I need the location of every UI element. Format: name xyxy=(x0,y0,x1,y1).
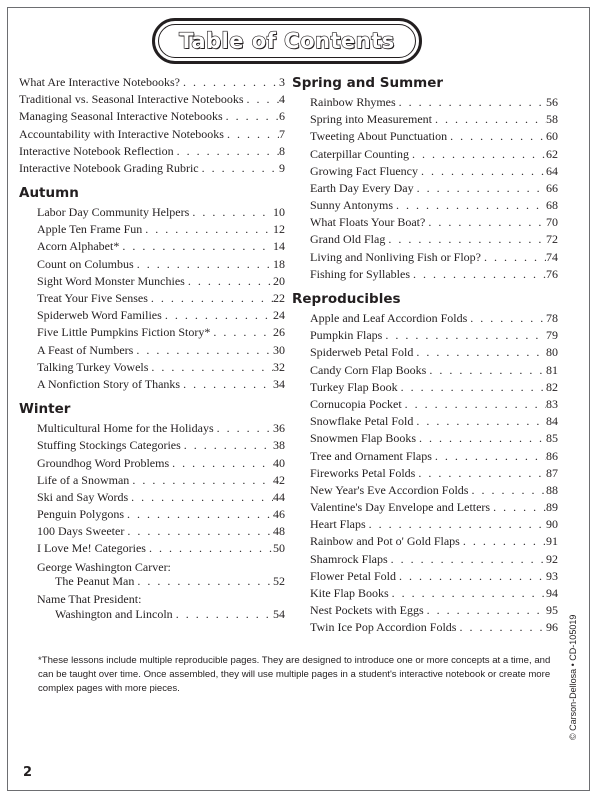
toc-entry-page: 3 xyxy=(279,74,285,89)
toc-entry xyxy=(292,534,558,551)
dot-leader xyxy=(134,256,273,273)
dot-leader xyxy=(389,585,546,602)
toc-entry-title: Growing Fact Fluency xyxy=(310,163,418,178)
toc-entry-page: 48 xyxy=(273,524,285,539)
toc-entry xyxy=(292,232,558,249)
toc-entry xyxy=(19,160,285,177)
toc-entry-title: Grand Old Flag xyxy=(310,232,386,247)
toc-entry-title: Flower Petal Fold xyxy=(310,568,396,583)
toc-entry-page: 80 xyxy=(546,345,558,360)
dot-leader xyxy=(418,163,546,180)
dot-leader xyxy=(124,506,273,523)
dot-leader xyxy=(134,574,273,589)
toc-entry-title: A Nonfiction Story of Thanks xyxy=(37,376,181,391)
dot-leader xyxy=(426,362,546,379)
toc-entry xyxy=(292,448,558,465)
toc-entry-title: Spiderweb Word Families xyxy=(37,308,162,323)
dot-leader xyxy=(415,465,546,482)
title-badge-inner xyxy=(158,24,416,58)
toc-entry-page: 58 xyxy=(546,112,558,127)
toc-entry xyxy=(19,541,285,558)
toc-entry-title: Apple Ten Frame Fun xyxy=(37,222,143,237)
toc-entry-title: 100 Days Sweeter xyxy=(37,524,125,539)
toc-entry xyxy=(292,379,558,396)
dot-leader xyxy=(124,523,273,540)
toc-entry-page: 18 xyxy=(273,256,285,271)
toc-entry-page: 46 xyxy=(273,507,285,522)
toc-entry-page: 94 xyxy=(546,586,558,601)
toc-entry-title-line1: Name That President: xyxy=(37,592,142,607)
dot-leader xyxy=(385,232,546,249)
toc-entry-title-line1: George Washington Carver: xyxy=(37,559,171,574)
toc-entry xyxy=(292,111,558,128)
dot-leader xyxy=(173,607,273,622)
toc-entry-title: Snowmen Flap Books xyxy=(310,431,417,446)
toc-entry-page: 76 xyxy=(546,266,558,281)
dot-leader xyxy=(413,413,546,430)
toc-entry xyxy=(37,574,285,589)
toc-entry-page: 20 xyxy=(273,273,285,288)
toc-entry-page: 70 xyxy=(546,215,558,230)
toc-entry xyxy=(19,489,285,506)
dot-leader xyxy=(481,249,546,266)
toc-entry-page: 4 xyxy=(279,92,285,107)
toc-entry-page: 38 xyxy=(273,438,285,453)
toc-entry-title: Accountability with Interactive Notebooks xyxy=(19,126,224,141)
toc-entry-page: 8 xyxy=(279,143,285,158)
section-heading-spring-summer: Spring and Summer xyxy=(292,75,444,91)
dot-leader xyxy=(467,310,546,327)
toc-entry-page: 56 xyxy=(546,94,558,109)
reproducibles-entry-list xyxy=(292,310,558,637)
toc-entry-page: 68 xyxy=(546,198,558,213)
toc-entry-page: 87 xyxy=(546,465,558,480)
toc-entry-page: 82 xyxy=(546,379,558,394)
toc-entry xyxy=(292,516,558,533)
toc-entry xyxy=(292,413,558,430)
toc-entry-page: 64 xyxy=(546,163,558,178)
toc-entry xyxy=(292,362,558,379)
toc-entry xyxy=(19,273,285,290)
dot-leader xyxy=(388,551,546,568)
toc-entry-title: New Year's Eve Accordion Folds xyxy=(310,482,469,497)
page-title: Table of Contents xyxy=(179,29,395,53)
toc-entry xyxy=(292,146,558,163)
toc-entry-title: Interactive Notebook Reflection xyxy=(19,143,174,158)
toc-entry-page: 36 xyxy=(273,421,285,436)
toc-entry-page: 91 xyxy=(546,534,558,549)
toc-entry-title: Interactive Notebook Grading Rubric xyxy=(19,160,199,175)
dot-leader xyxy=(169,455,273,472)
toc-entry xyxy=(292,465,558,482)
dot-leader xyxy=(447,128,546,145)
toc-entry-title: Rainbow and Pot o' Gold Flaps xyxy=(310,534,460,549)
toc-entry-page: 88 xyxy=(546,482,558,497)
toc-entry-page: 14 xyxy=(273,239,285,254)
toc-entry-title-line2: The Peanut Man xyxy=(55,574,135,589)
toc-entry-title: Acorn Alphabet* xyxy=(37,239,120,254)
toc-entry xyxy=(292,499,558,516)
toc-entry xyxy=(19,420,285,437)
dot-leader xyxy=(223,108,279,125)
dot-leader xyxy=(432,448,546,465)
toc-entry-title: Sight Word Monster Munchies xyxy=(37,273,185,288)
dot-leader xyxy=(180,74,279,91)
toc-entry-page: 6 xyxy=(279,109,285,124)
toc-entry xyxy=(19,437,285,454)
toc-entry-page: 40 xyxy=(273,455,285,470)
toc-entry-title: A Feast of Numbers xyxy=(37,342,134,357)
toc-entry xyxy=(292,197,558,214)
copyright-notice: © Carson-Dellosa • CD-105019 xyxy=(568,614,578,740)
toc-entry xyxy=(19,523,285,540)
toc-entry-title: Spiderweb Petal Fold xyxy=(310,345,414,360)
dot-leader xyxy=(425,214,546,231)
dot-leader xyxy=(199,160,279,177)
toc-entry-title: Sunny Antonyms xyxy=(310,198,394,213)
dot-leader xyxy=(119,239,273,256)
toc-entry-page: 85 xyxy=(546,431,558,446)
toc-entry-title: Apple and Leaf Accordion Folds xyxy=(310,311,468,326)
autumn-entry-list xyxy=(19,204,285,393)
toc-entry-page: 81 xyxy=(546,362,558,377)
toc-multiline-entry xyxy=(19,592,285,622)
dot-leader xyxy=(409,146,546,163)
toc-entry xyxy=(292,344,558,361)
section-heading-reproducibles: Reproducibles xyxy=(292,291,401,308)
toc-entry-page: 24 xyxy=(273,308,285,323)
toc-entry-page: 42 xyxy=(273,472,285,487)
toc-left-column xyxy=(19,74,285,625)
toc-entry xyxy=(19,455,285,472)
toc-entry-title: What Floats Your Boat? xyxy=(310,215,426,230)
toc-entry-page: 7 xyxy=(279,126,285,141)
winter-multiline-entry-list xyxy=(19,560,285,622)
dot-leader xyxy=(414,180,546,197)
toc-entry-title: Pumpkin Flaps xyxy=(310,328,383,343)
dot-leader xyxy=(393,197,546,214)
toc-entry-page: 9 xyxy=(279,160,285,175)
toc-entry-title: Multicultural Home for the Holidays xyxy=(37,421,214,436)
dot-leader xyxy=(146,541,273,558)
toc-entry-title: Stuffing Stockings Categories xyxy=(37,438,181,453)
toc-entry-page: 96 xyxy=(546,620,558,635)
dot-leader xyxy=(180,376,273,393)
spring-entry-list xyxy=(292,94,558,283)
toc-entry-title: Five Little Pumpkins Fiction Story* xyxy=(37,325,211,340)
toc-entry-page: 44 xyxy=(273,489,285,504)
toc-entry-title: Shamrock Flaps xyxy=(310,551,388,566)
toc-entry-title: Caterpillar Counting xyxy=(310,146,409,161)
dot-leader xyxy=(366,516,546,533)
toc-entry-page: 95 xyxy=(546,603,558,618)
dot-leader xyxy=(185,273,273,290)
dot-leader xyxy=(398,379,546,396)
dot-leader xyxy=(490,499,546,516)
toc-entry xyxy=(292,163,558,180)
dot-leader xyxy=(174,143,279,160)
dot-leader xyxy=(129,472,273,489)
toc-entry-title: Nest Pockets with Eggs xyxy=(310,603,424,618)
toc-entry-title: Snowflake Petal Fold xyxy=(310,414,414,429)
toc-entry-title: Life of a Snowman xyxy=(37,472,130,487)
toc-entry xyxy=(292,327,558,344)
dot-leader xyxy=(424,602,546,619)
toc-entry xyxy=(19,506,285,523)
toc-entry-title-line2: Washington and Lincoln xyxy=(55,606,173,621)
section-heading-winter: Winter xyxy=(19,401,71,418)
toc-right-column xyxy=(292,74,558,637)
dot-leader xyxy=(396,94,546,111)
dot-leader xyxy=(142,221,273,238)
toc-entry-title: Fishing for Syllables xyxy=(310,266,411,281)
toc-entry-title: I Love Me! Categories xyxy=(37,541,146,556)
toc-entry xyxy=(19,472,285,489)
toc-entry xyxy=(292,585,558,602)
toc-entry-title: Earth Day Every Day xyxy=(310,180,414,195)
toc-entry-title: Twin Ice Pop Accordion Folds xyxy=(310,620,457,635)
toc-entry-page: 84 xyxy=(546,414,558,429)
dot-leader xyxy=(210,324,273,341)
toc-entry-title: Ski and Say Words xyxy=(37,489,129,504)
toc-entry xyxy=(37,607,285,622)
toc-entry-page: 72 xyxy=(546,232,558,247)
dot-leader xyxy=(128,489,273,506)
toc-entry-title: Turkey Flap Book xyxy=(310,379,398,394)
toc-entry-page: 83 xyxy=(546,396,558,411)
toc-entry-title: What Are Interactive Notebooks? xyxy=(19,74,180,89)
intro-entry-list xyxy=(19,74,285,177)
toc-entry-title: Managing Seasonal Interactive Notebooks xyxy=(19,109,223,124)
dot-leader xyxy=(224,126,279,143)
toc-entry-title: Heart Flaps xyxy=(310,517,366,532)
toc-entry xyxy=(19,221,285,238)
toc-entry-page: 60 xyxy=(546,129,558,144)
toc-entry-title: Tree and Ornament Flaps xyxy=(310,448,432,463)
toc-entry xyxy=(19,204,285,221)
toc-entry-page: 50 xyxy=(273,541,285,556)
toc-entry-page: 66 xyxy=(546,180,558,195)
toc-entry-title: Spring into Measurement xyxy=(310,112,432,127)
toc-entry-title: Fireworks Petal Folds xyxy=(310,465,416,480)
toc-entry xyxy=(19,359,285,376)
toc-entry xyxy=(292,180,558,197)
toc-entry-page: 32 xyxy=(273,359,285,374)
section-heading-autumn: Autumn xyxy=(19,185,79,202)
toc-entry xyxy=(19,342,285,359)
toc-entry xyxy=(19,376,285,393)
toc-entry-page: 10 xyxy=(273,205,285,220)
toc-entry-page: 89 xyxy=(546,500,558,515)
toc-entry-title: Count on Columbus xyxy=(37,256,134,271)
toc-entry xyxy=(19,108,285,125)
winter-entry-list xyxy=(19,420,285,558)
page-number: 2 xyxy=(23,765,33,780)
toc-entry-title: Treat Your Five Senses xyxy=(37,291,148,306)
toc-entry-title: Living and Nonliving Fish or Flop? xyxy=(310,249,481,264)
title-badge xyxy=(152,18,422,64)
dot-leader xyxy=(402,396,546,413)
toc-entry-title: Rainbow Rhymes xyxy=(310,94,396,109)
toc-multiline-entry xyxy=(19,560,285,590)
toc-entry xyxy=(19,126,285,143)
dot-leader xyxy=(410,266,546,283)
dot-leader xyxy=(162,307,273,324)
toc-entry xyxy=(292,619,558,636)
dot-leader xyxy=(148,359,273,376)
toc-entry-page: 12 xyxy=(273,222,285,237)
dot-leader xyxy=(382,327,546,344)
toc-entry-page: 79 xyxy=(546,328,558,343)
toc-entry-page: 74 xyxy=(546,249,558,264)
dot-leader xyxy=(413,344,546,361)
toc-entry xyxy=(292,310,558,327)
toc-entry-page: 30 xyxy=(273,342,285,357)
toc-entry xyxy=(19,324,285,341)
toc-entry xyxy=(19,91,285,108)
toc-entry-title: Penguin Polygons xyxy=(37,507,125,522)
toc-entry-title: Candy Corn Flap Books xyxy=(310,362,427,377)
toc-entry-page: 26 xyxy=(273,325,285,340)
toc-entry-page: 62 xyxy=(546,146,558,161)
toc-entry xyxy=(19,307,285,324)
toc-entry xyxy=(292,482,558,499)
dot-leader xyxy=(416,430,546,447)
dot-leader xyxy=(456,619,546,636)
toc-entry-title: Kite Flap Books xyxy=(310,586,389,601)
dot-leader xyxy=(189,204,273,221)
toc-entry xyxy=(292,568,558,585)
toc-entry-title: Labor Day Community Helpers xyxy=(37,205,190,220)
toc-entry xyxy=(19,74,285,91)
dot-leader xyxy=(214,420,273,437)
dot-leader xyxy=(432,111,546,128)
toc-entry xyxy=(292,396,558,413)
toc-entry xyxy=(19,256,285,273)
dot-leader xyxy=(244,91,279,108)
dot-leader xyxy=(396,568,546,585)
dot-leader xyxy=(468,482,546,499)
toc-entry-page: 78 xyxy=(546,311,558,326)
toc-entry-page: 34 xyxy=(273,376,285,391)
dot-leader xyxy=(181,437,273,454)
footnote: *These lessons include multiple reproducible pages. They are designed to introduce one or more concepts at a time, and can be taught over time. Once assembled, they will use multiple pages in a student's interactive notebook or create more complex pages with more pieces. xyxy=(38,655,551,694)
toc-entry xyxy=(19,143,285,160)
toc-entry xyxy=(292,430,558,447)
toc-entry-page: 86 xyxy=(546,448,558,463)
toc-entry xyxy=(292,266,558,283)
toc-entry-title: Tweeting About Punctuation xyxy=(310,129,448,144)
toc-entry xyxy=(292,551,558,568)
toc-entry-page: 52 xyxy=(273,574,285,589)
toc-entry-title: Valentine's Day Envelope and Letters xyxy=(310,500,491,515)
dot-leader xyxy=(148,290,273,307)
toc-entry-page: 54 xyxy=(273,606,285,621)
toc-entry-title: Groundhog Word Problems xyxy=(37,455,170,470)
toc-entry-page: 92 xyxy=(546,551,558,566)
toc-entry-title: Talking Turkey Vowels xyxy=(37,359,149,374)
toc-entry-page: 90 xyxy=(546,517,558,532)
toc-entry xyxy=(292,214,558,231)
toc-entry-page: 93 xyxy=(546,568,558,583)
toc-entry xyxy=(292,602,558,619)
toc-entry xyxy=(19,290,285,307)
toc-entry xyxy=(292,128,558,145)
toc-entry-page: 22 xyxy=(273,291,285,306)
toc-entry-title: Cornucopia Pocket xyxy=(310,396,402,411)
dot-leader xyxy=(460,534,546,551)
toc-entry xyxy=(19,239,285,256)
toc-entry xyxy=(292,94,558,111)
toc-entry-title: Traditional vs. Seasonal Interactive Notebooks xyxy=(19,92,244,107)
toc-entry xyxy=(292,249,558,266)
dot-leader xyxy=(133,342,273,359)
